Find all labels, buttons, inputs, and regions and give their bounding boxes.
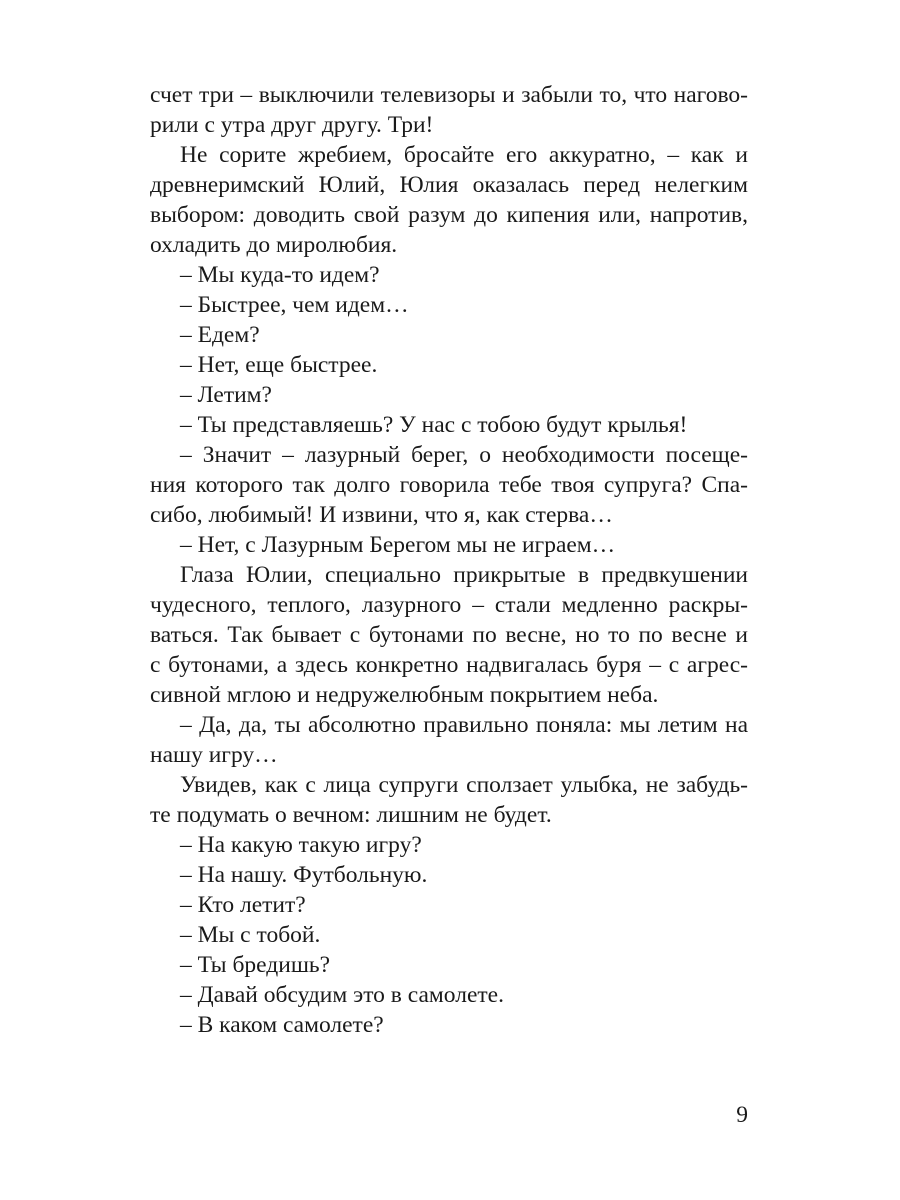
text-line: Глаза Юлии, специально прикрытые в предвкушении xyxy=(180,562,748,588)
text-line: сибо, любимый! И извини, что я, как стерва… xyxy=(150,502,613,528)
text-line: древнеримский Юлий, Юлия оказалась перед нелегким xyxy=(150,172,748,198)
page-number: 9 xyxy=(736,1102,748,1128)
text-line: – Летим? xyxy=(180,382,272,408)
text-line: нашу игру… xyxy=(150,742,278,768)
text-line: – Да, да, ты абсолютно правильно поняла: мы летим на xyxy=(180,712,748,738)
text-line: выбором: доводить свой разум до кипения или, напротив, xyxy=(150,202,748,228)
text-line: те подумать о вечном: лишним не будет. xyxy=(150,802,552,828)
text-line: – В каком самолете? xyxy=(180,1012,384,1038)
text-line: – Нет, еще быстрее. xyxy=(180,352,378,378)
text-line: охладить до миролюбия. xyxy=(150,232,398,258)
text-line: – Ты представляешь? У нас с тобою будут крылья! xyxy=(180,412,688,438)
text-line: Не сорите жребием, бросайте его аккуратно, – как и xyxy=(180,142,748,168)
text-line: – Быстрее, чем идем… xyxy=(180,292,409,318)
page-body xyxy=(150,80,748,1040)
text-line: ния которого так долго говорила тебе твоя супруга? Спа- xyxy=(150,472,748,498)
text-line: – Значит – лазурный берег, о необходимости посеще- xyxy=(180,442,748,468)
text-line: – Ты бредишь? xyxy=(180,952,331,978)
text-line: сивной мглою и недружелюбным покрытием неба. xyxy=(150,682,659,708)
text-line: рили с утра друг другу. Три! xyxy=(150,112,434,138)
text-line: – Кто летит? xyxy=(180,892,306,918)
text-line: – На нашу. Футбольную. xyxy=(180,862,428,888)
text-line: Увидев, как с лица супруги сползает улыбка, не забудь- xyxy=(180,772,748,798)
text-line: счет три – выключили телевизоры и забыли то, что нагово- xyxy=(150,82,748,108)
text-line: – Давай обсудим это в самолете. xyxy=(180,982,504,1008)
text-line: – Мы с тобой. xyxy=(180,922,321,948)
text-line: – На какую такую игру? xyxy=(180,832,422,858)
text-line: – Нет, с Лазурным Берегом мы не играем… xyxy=(180,532,616,558)
text-line: – Едем? xyxy=(180,322,260,348)
text-line: чудесного, теплого, лазурного – стали медленно раскры- xyxy=(150,592,748,618)
text-line: – Мы куда-то идем? xyxy=(180,262,380,288)
text-line: с бутонами, а здесь конкретно надвигалась буря – с агрес- xyxy=(150,652,748,678)
text-line: ваться. Так бывает с бутонами по весне, но то по весне и xyxy=(150,622,748,648)
